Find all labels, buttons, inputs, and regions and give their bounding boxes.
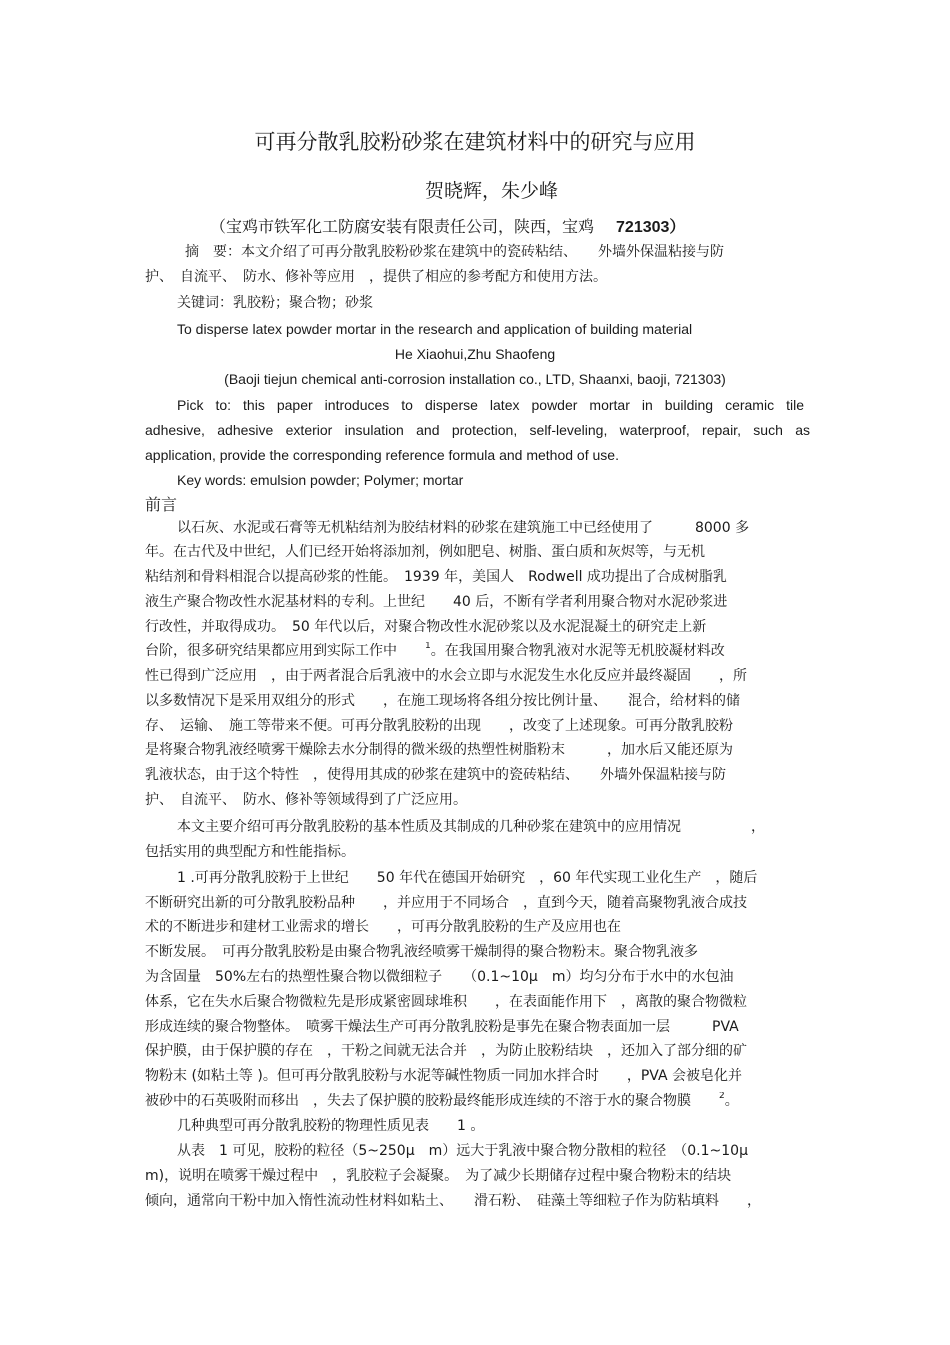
authors-en: He Xiaohui,Zhu Shaofeng (394, 346, 556, 362)
body-line: 行改性，并取得成功。 50 年代以后，对聚合物改性水泥砂浆以及水泥混凝土的研究走上新 (145, 619, 707, 635)
keywords-cn: 关键词：乳胶粉；聚合物；砂浆 (177, 295, 373, 311)
body-line-text: 被砂中的石英吸附而移出 ，失去了保护膜的胶粉最终能形成连续的不溶于水的聚合物膜 (145, 1093, 719, 1109)
body-line: 液生产聚合物改性水泥基材料的专利。上世纪 40 后，不断有学者利用聚合物对水泥砂浆进 (145, 594, 728, 610)
abstract-en-line-2: adhesive, adhesive exterior insulation and protection, self-leveling, waterproof, repair, such as (145, 422, 810, 438)
body-line: 物粉末 (如粘土等 )。但可再分散乳胶粉与水泥等碱性物质一同加水拌合时 ，PVA 会被皂化并 (145, 1068, 742, 1084)
body-line: 本文主要介绍可再分散乳胶粉的基本性质及其制成的几种砂浆在建筑中的应用情况 ， (177, 819, 765, 835)
body-line: 几种典型可再分散乳胶粉的物理性质见表 1 。 (177, 1118, 485, 1134)
section-heading: 前言 (145, 495, 178, 514)
paper-title: 可再分散乳胶粉砂浆在建筑材料中的研究与应用 (254, 130, 696, 154)
body-line: 包括实用的典型配方和性能指标。 (145, 844, 355, 860)
body-line: 倾向，通常向干粉中加入惰性流动性材料如粘土、 滑石粉、 硅藻土等细粒子作为防粘填料 ， (145, 1193, 761, 1209)
body-line: 护、 自流平、 防水、修补等领域得到了广泛应用。 (145, 792, 467, 808)
affiliation-text: （宝鸡市铁军化工防腐安装有限责任公司，陕西，宝鸡 (210, 217, 595, 236)
reference-marker: 2 (719, 1092, 725, 1101)
body-line-text: 。 (724, 1093, 739, 1109)
abstract-en-line-3: application, provide the corresponding reference formula and method of use. (145, 447, 619, 463)
body-line: 年。在古代及中世纪，人们已经开始将添加剂，例如肥皂、树脂、蛋白质和灰烬等，与无机 (145, 544, 705, 560)
body-line: 存、 运输、 施工等带来不便。可再分散乳胶粉的出现 ，改变了上述现象。可再分散乳胶粉 (145, 718, 733, 734)
body-line: 1 .可再分散乳胶粉于上世纪 50 年代在德国开始研究 ，60 年代实现工业化生产 ，随后 (177, 870, 758, 886)
body-line (145, 1092, 810, 1111)
body-line: 保护膜，由于保护膜的存在 ，干粉之间就无法合并 ，为防止胶粉结块 ，还加入了部分细的矿 (145, 1043, 747, 1059)
body-line: 形成连续的聚合物整体。 喷雾干燥法生产可再分散乳胶粉是事先在聚合物表面加一层 PVA (145, 1019, 739, 1035)
abstract-cn-line-2: 护、 自流平、 防水、修补等应用 ，提供了相应的参考配方和使用方法。 (145, 269, 607, 285)
postal-code: 721303） (616, 219, 686, 236)
body-line: 从表 1 可见，胶粉的粒径（5~250μ m）远大于乳液中聚合物分散相的粒径 （0.1~10μ (177, 1143, 748, 1159)
reference-marker: 1 (425, 642, 431, 651)
body-line: 不断研究出新的可分散乳胶粉品种 ，并应用于不同场合 ，直到今天，随着高聚物乳液合成技 (145, 895, 747, 911)
keywords-en: Key words: emulsion powder; Polymer; mortar (177, 472, 464, 488)
abstract-en-line-1: Pick to: this paper introduces to disperse latex powder mortar in building ceramic tile (177, 397, 804, 413)
body-line-text: 。在我国用聚合物乳液对水泥等无机胶凝材料改 (430, 643, 725, 659)
body-line: 术的不断进步和建材工业需求的增长 ，可再分散乳胶粉的生产及应用也在 (145, 919, 621, 935)
affiliation-en: (Baoji tiejun chemical anti-corrosion installation co., LTD, Shaanxi, baoji, 721303) (224, 371, 726, 387)
authors: 贺晓辉，朱少峰 (425, 180, 559, 202)
body-line: 体系，它在失水后聚合物微粒先是形成紧密圆球堆积 ，在表面能作用下 ，离散的聚合物微粒 (145, 994, 747, 1010)
body-line: 是将聚合物乳液经喷雾干燥除去水分制得的微米级的热塑性树脂粉末 ，加水后又能还原为 (145, 742, 733, 758)
body-line: 性已得到广泛应用 ，由于两者混合后乳液中的水会立即与水泥发生水化反应并最终凝固 ，所 (145, 668, 747, 684)
title-en: To disperse latex powder mortar in the research and application of building material (177, 321, 693, 337)
abstract-cn-line-1: 摘 要：本文介绍了可再分散乳胶粉砂浆在建筑中的瓷砖粘结、 外墙外保温粘接与防 (185, 244, 724, 260)
body-line: 粘结剂和骨料相混合以提高砂浆的性能。 1939 年，美国人 Rodwell 成功提出了合成树脂乳 (145, 569, 727, 585)
body-line: 以石灰、水泥或石膏等无机粘结剂为胶结材料的砂浆在建筑施工中已经使用了 8000 多 (177, 520, 750, 536)
body-line: 乳液状态，由于这个特性 ，使得用其成的砂浆在建筑中的瓷砖粘结、 外墙外保温粘接与防 (145, 767, 726, 783)
body-line-text: 台阶，很多研究结果都应用到实际工作中 (145, 643, 425, 659)
body-line (145, 642, 810, 661)
body-line: 不断发展。 可再分散乳胶粉是由聚合物乳液经喷雾干燥制得的聚合物粉末。聚合物乳液多 (145, 944, 698, 960)
body-line: 以多数情况下是采用双组分的形式 ，在施工现场将各组分按比例计量、 混合，给材料的储 (145, 693, 740, 709)
body-line: m)，说明在喷雾干燥过程中 ，乳胶粒子会凝聚。 为了减少长期储存过程中聚合物粉末的结块 (145, 1168, 732, 1184)
affiliation (210, 216, 685, 239)
body-line: 为含固量 50%左右的热塑性聚合物以微细粒子 （0.1~10μ m）均匀分布于水中的水包油 (145, 969, 734, 985)
